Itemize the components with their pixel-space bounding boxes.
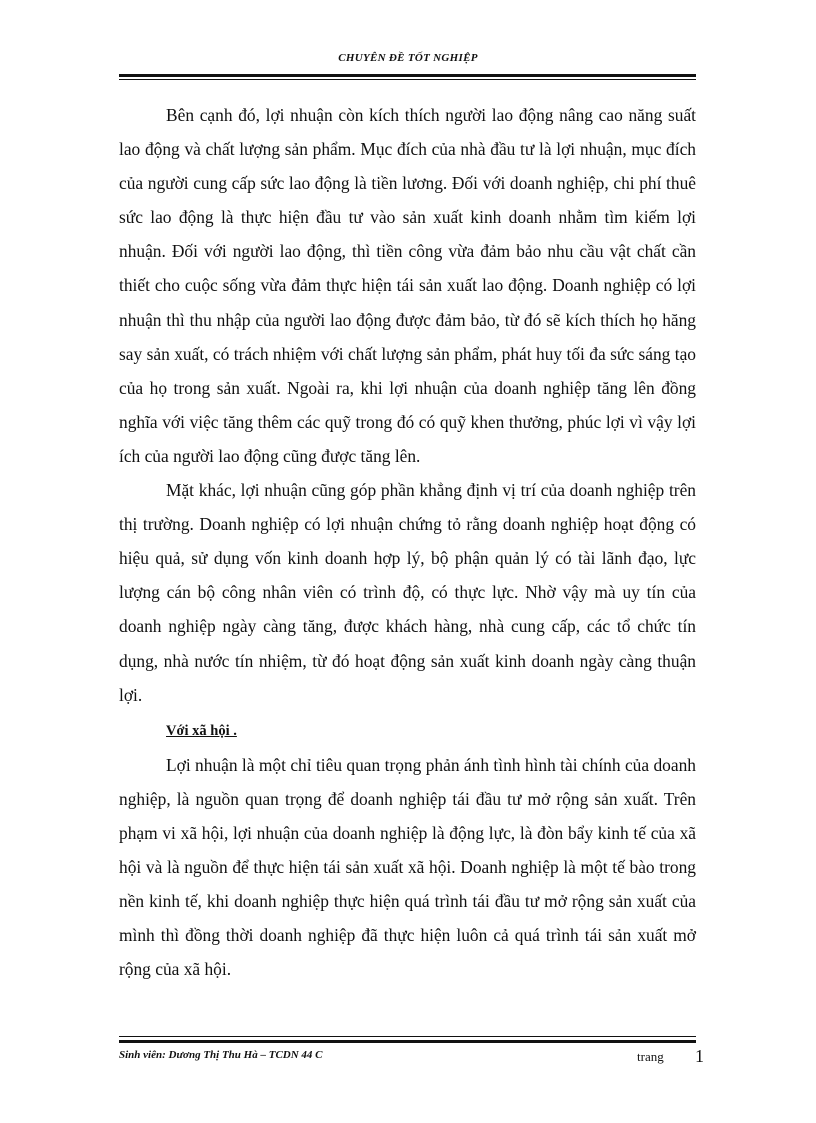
paragraph-2: Mặt khác, lợi nhuận cũng góp phần khẳng định vị trí của doanh nghiệp trên thị trường. Doanh nghiệp có lợi nhuận chứng tỏ rằng doanh nghiệp hoạt động có hiệu quả, sử dụng vốn kinh doanh hợp lý, bộ phận quản lý có tài lãnh đạo, lực lượng cán bộ công nhân viên có trình độ, có thực lực. Nhờ vậy mà uy tín của doanh nghiệp ngày càng tăng, được khách hàng, nhà cung cấp, các tổ chức tín dụng, nhà nước tín nhiệm, từ đó hoạt động sản xuất kinh doanh ngày càng thuận lợi. bbox=[119, 480, 696, 705]
header-rule-thick bbox=[119, 74, 696, 77]
section-subheading bbox=[119, 712, 696, 748]
paragraph-1: Bên cạnh đó, lợi nhuận còn kích thích người lao động nâng cao năng suất lao động và chất lượng sản phẩm. Mục đích của nhà đầu tư là lợi nhuận, mục đích của người cung cấp sức lao động là tiền lương. Đối với doanh nghiệp, chi phí thuê sức lao động là thực hiện đầu tư vào sản xuất kinh doanh nhằm tìm kiếm lợi nhuận. Đối với người lao động, thì tiền công vừa đảm bảo nhu cầu vật chất cần thiết cho cuộc sống vừa đảm thực hiện tái sản xuất lao động. Doanh nghiệp có lợi nhuận thì thu nhập của người lao động được đảm bảo, từ đó sẽ kích thích họ hăng say sản xuất, có trách nhiệm với chất lượng sản phẩm, phát huy tối đa sức sáng tạo của họ trong sản xuất. Ngoài ra, khi lợi nhuận của doanh nghiệp tăng lên đồng nghĩa với việc tăng thêm các quỹ trong đó có quỹ khen thưởng, phúc lợi vì vậy lợi ích của người lao động cũng được tăng lên. bbox=[119, 105, 696, 466]
footer-rule-thin bbox=[119, 1036, 696, 1037]
footer-rule-thick bbox=[119, 1040, 696, 1043]
document-body bbox=[119, 98, 696, 986]
subheading-text: Với xã hội . bbox=[166, 722, 237, 739]
footer-author: Sinh viên: Dương Thị Thu Hà – TCDN 44 C bbox=[119, 1049, 323, 1061]
header-rule-thin bbox=[119, 79, 696, 80]
footer-page-number: 1 bbox=[695, 1046, 704, 1066]
paragraph-3: Lợi nhuận là một chỉ tiêu quan trọng phản ánh tình hình tài chính của doanh nghiệp, là nguồn quan trọng để doanh nghiệp tái đầu tư mở rộng sản xuất. Trên phạm vi xã hội, lợi nhuận của doanh nghiệp là động lực, là đòn bẩy kinh tế của xã hội và là nguồn để thực hiện tái sản xuất xã hội. Doanh nghiệp là một tế bào trong nền kinh tế, khi doanh nghiệp thực hiện quá trình tái đầu tư mở rộng sản xuất của mình thì đồng thời doanh nghiệp đã thực hiện luôn cả quá trình tái sản xuất mở rộng của xã hội. bbox=[119, 754, 696, 980]
footer-page-label: trang bbox=[637, 1049, 664, 1064]
page-header-title: CHUYÊN ĐỀ TỐT NGHIỆP bbox=[338, 52, 478, 64]
